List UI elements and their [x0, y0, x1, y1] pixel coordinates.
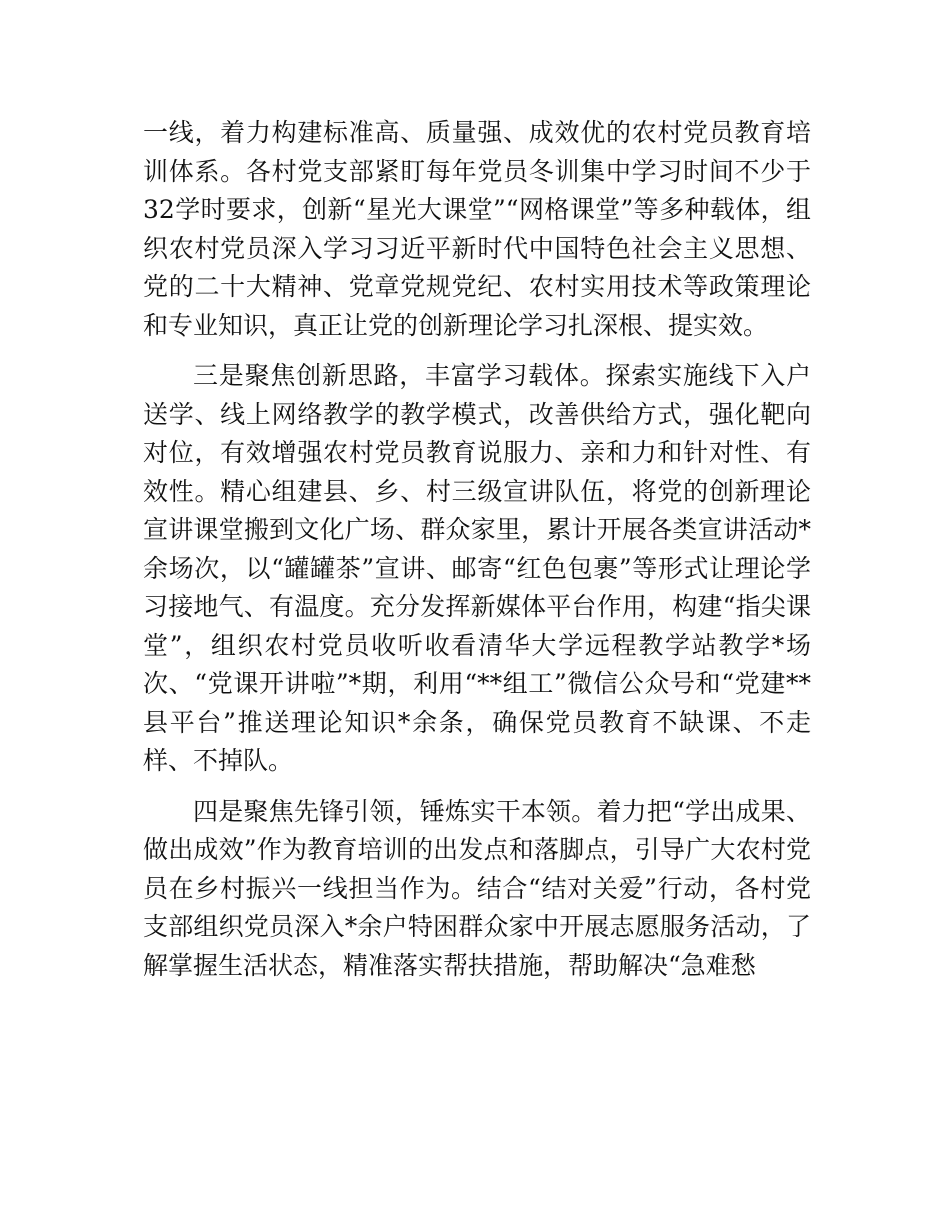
paragraph-section-three: 三是聚焦创新思路，丰富学习载体。探索实施线下入户送学、线上网络教学的教学模式，改善供给方式，强化靶向对位，有效增强农村党员教育说服力、亲和力和针对性、有效性。精心组建县、乡、村三级宣讲队伍，将党的创新理论宣讲课堂搬到文化广场、群众家里，累计开展各类宣讲活动*余场次，以“罐罐茶”宣讲、邮寄“红色包裹”等形式让理论学习接地气、有温度。充分发挥新媒体平台作用，构建“指尖课堂”，组织农村党员收听收看清华大学远程教学站教学*场次、“党课开讲啦”*期，利用“**组工”微信公众号和“党建**县平台”推送理论知识*余条，确保党员教育不缺课、不走样、不掉队。 [143, 361, 811, 775]
paragraph-section-four: 四是聚焦先锋引领，锤炼实干本领。着力把“学出成果、做出成效”作为教育培训的出发点和落脚点，引导广大农村党员在乡村振兴一线担当作为。结合“结对关爱”行动，各村党支部组织党员深入*余户特困群众家中开展志愿服务活动，了解掌握生活状态，精准落实帮扶措施，帮助解决“急难愁 [143, 796, 811, 980]
document-body [143, 114, 811, 985]
paragraph-continuation: 一线，着力构建标准高、质量强、成效优的农村党员教育培训体系。各村党支部紧盯每年党员冬训集中学习时间不少于32学时要求，创新“星光大课堂”“网格课堂”等多种载体，组织农村党员深入学习习近平新时代中国特色社会主义思想、党的二十大精神、党章党规党纪、农村实用技术等政策理论和专业知识，真正让党的创新理论学习扎深根、提实效。 [143, 118, 811, 340]
